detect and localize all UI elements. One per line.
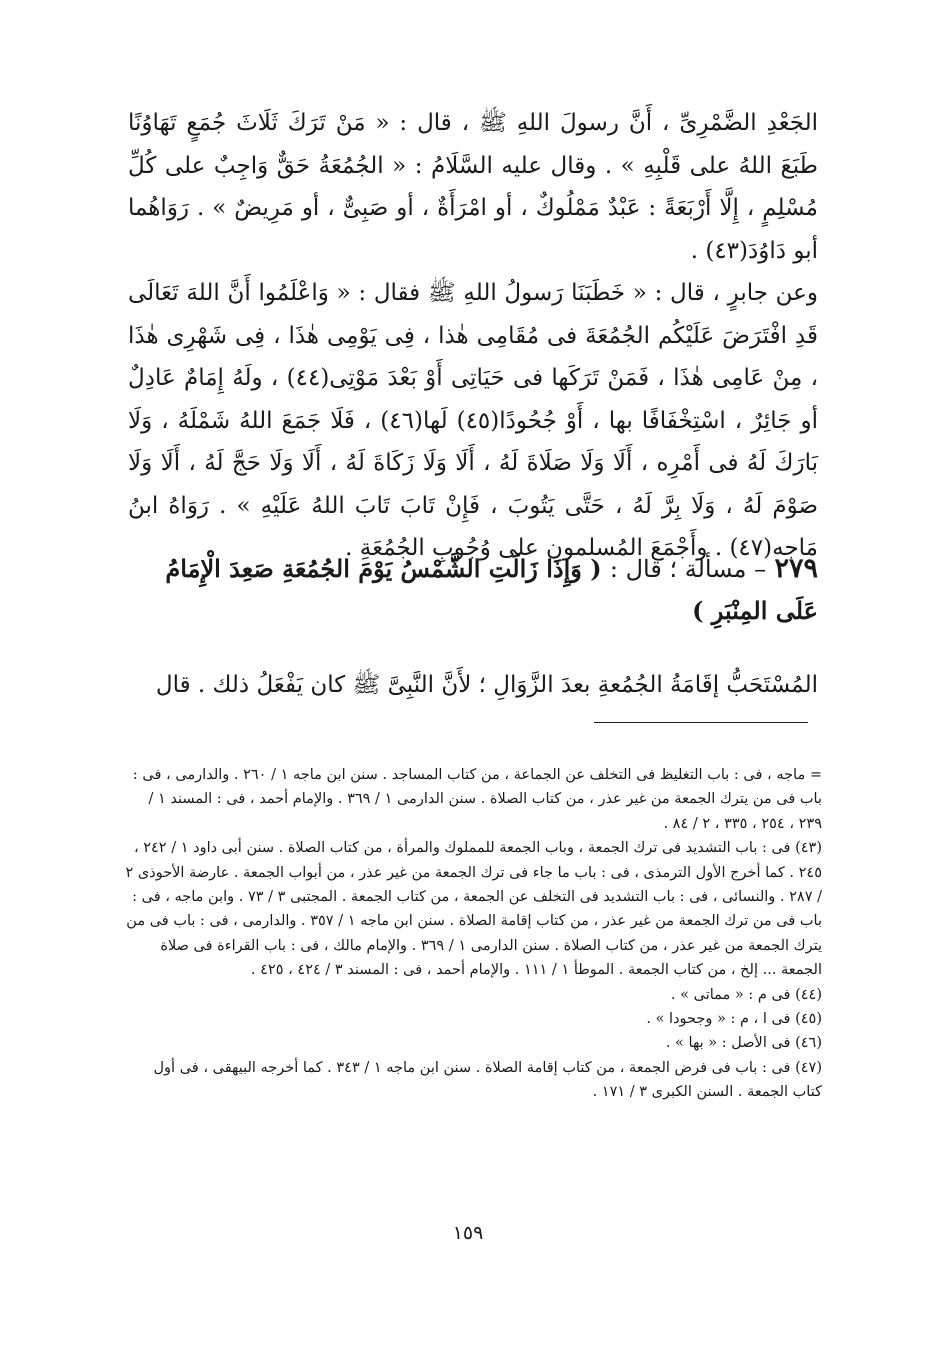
main-paragraph-2: وعن جابرٍ ، قال : « خَطَبَنَا رَسولُ اللهِ ﷺ فقال : « وَاعْلَمُوا أَنَّ اللهَ تَعَالَى قَدِ افْتَرَضَ عَلَيْكُم الجُمُعَةَ فى مُقَامِى هٰذا ، فِى يَوْمِى هٰذَا ، فِى شَهْرِى هٰذَا ، مِنْ عَامِى هٰذَا ، فَمَنْ تَرَكَها فى حَيَاتِى أَوْ بَعْدَ مَوْتِى(٤٤) ، ولَهُ إِمَامٌ عَادِلٌ أو جَائِرٌ ، اسْتِخْفَافًا بها ، أَوْ جُحُودًا(٤٥) لَها(٤٦) ، فَلَا جَمَعَ اللهُ شَمْلَهُ ، وَلَا بَارَكَ لَهُ فى أَمْرِه ، أَلَا وَلَا صَلَاةَ لَهُ ، أَلَا وَلَا زَكَاةَ لَهُ ، أَلَا وَلَا حَجَّ لَهُ ، أَلَا وَلَا صَوْمَ لَهُ ، وَلَا بِرَّ لَهُ ، حَتَّى يَتُوبَ ، فَإِنْ تَابَ تَابَ اللهُ عَلَيْهِ » . رَوَاهُ ابنُ مَاجه(٤٧) . وأَجْمَعَ المُسلمون على وُجُوبِ الجُمُعَةِ . xyxy=(128,280,818,561)
footnotes xyxy=(122,763,822,1105)
footnote-45: (٤٥) فى ا ، م : « وجحودا » . xyxy=(646,1011,822,1028)
question-number: ٢٧٩ xyxy=(774,553,818,584)
question-heading xyxy=(128,548,818,632)
footnote-47: (٤٧) فى : باب فى فرض الجمعة ، من كتاب إقامة الصلاة . سنن ابن ماجه ١ / ٣٤٣ . كما أخرجه البيهقى ، فى أول كتاب الجمعة . السنن الكبرى ٣ / ١٧١ . xyxy=(153,1059,822,1101)
footnote-46: (٤٦) فى الأصل : « بها » . xyxy=(665,1035,822,1052)
answer-paragraph: المُسْتَحَبُّ إقَامَةُ الجُمُعةِ بعدَ الزَّوَالِ ؛ لأَنَّ النَّبِىَّ ﷺ كان يَفْعَلُ ذلك . قال xyxy=(155,672,818,698)
footnote-44: (٤٤) فى م : « مماتى » . xyxy=(670,986,822,1003)
page-number: ١٥٩ xyxy=(452,1222,484,1244)
main-paragraph-1: الجَعْدِ الضَّمْرِىِّ ، أَنَّ رسولَ اللهِ ﷺ ، قال : « مَنْ تَرَكَ ثَلَاثَ جُمَعٍ تَهَاوُنًا طَبَعَ اللهُ على قَلْبِهِ » . وقال عليه السَّلَامُ : « الجُمُعَةُ حَقٌّ وَاجِبٌ على كُلِّ مُسْلِمٍ ، إِلَّا أَرْبَعَةً : عَبْدٌ مَمْلُوكٌ ، أو امْرَأَةٌ ، أو صَبِىٌّ ، أو مَرِيضٌ » . رَوَاهُما أبو دَاوُدَ(٤٣) . xyxy=(128,110,818,264)
footnote-separator xyxy=(594,722,808,723)
main-text xyxy=(128,102,818,570)
question-lead: – مسألة ؛ قال : xyxy=(609,555,767,583)
footnote-continuation: = ماجه ، فى : باب التغليظ فى التخلف عن الجماعة ، من كتاب المساجد . سنن ابن ماجه ١ / ٢٦٠ . والدارمى ، فى : باب فى من يترك الجمعة من غير عذر ، من كتاب الصلاة . سنن الدارمى ١ / ٣٦٩ . والإمام أحمد ، فى : المسند ١ / ٢٣٩ ، ٢٥٤ ، ٣٣٥ ، ٢ / ٨٤ . xyxy=(132,767,822,832)
question-text: ( وَإِذَا زَالَتِ الشَّمْسُ يَوْمَ الجُمُعَةِ صَعِدَ الْإِمَامُ عَلَى المِنْبَرِ ) xyxy=(165,554,818,625)
footnote-43: (٤٣) فى : باب التشديد فى ترك الجمعة ، وباب الجمعة للمملوك والمرأة ، من كتاب الصلاة . سنن أبى داود ١ / ٢٤٢ ، ٢٤٥ . كما أخرج الأول الترمذى ، فى : باب ما جاء فى ترك الجمعة من غير عذر ، من أبواب الجمعة . عارضة الأحوذى ٢ / ٢٨٧ . والنسائى ، فى : باب التشديد فى التخلف عن الجمعة ، من كتاب الجمعة . المجتبى ٣ / ٧٣ . وابن ماجه ، فى : باب فى من ترك الجمعة من غير عذر ، من كتاب إقامة الصلاة . سنن ابن ماجه ١ / ٣٥٧ . والدارمى ، فى : باب فى من يترك الجمعة من غير عذر ، من كتاب الصلاة . سنن الدارمى ١ / ٣٦٩ . والإمام مالك ، فى : باب القراءة فى صلاة الجمعة ... إلخ ، من كتاب الجمعة . الموطأ ١ / ١١١ . والإمام أحمد ، فى : المسند ٣ / ٤٢٤ ، ٤٢٥ . xyxy=(125,840,822,979)
